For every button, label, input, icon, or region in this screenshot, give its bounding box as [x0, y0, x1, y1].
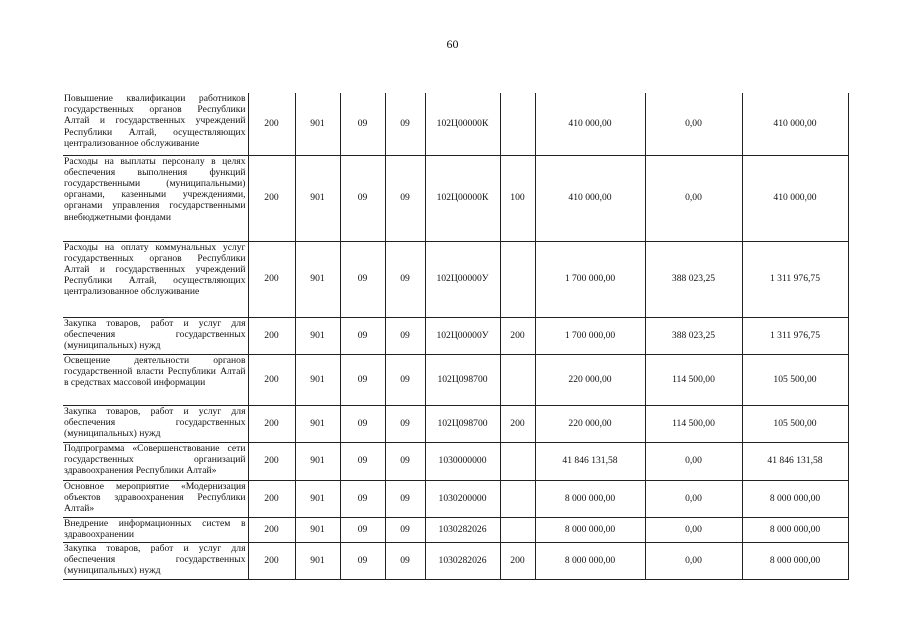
amount-remaining-cell: 105 500,00 [742, 405, 848, 442]
table-row [63, 442, 848, 480]
subsection-cell: 09 [385, 517, 425, 542]
table-row [63, 542, 848, 579]
row-name-cell: Закупка товаров, работ и услуг для обеспечения государственных (муниципальных) нужд [63, 542, 248, 579]
amount-plan-cell: 410 000,00 [535, 93, 645, 155]
amount-remaining-cell: 8 000 000,00 [742, 517, 848, 542]
row-name-cell: Закупка товаров, работ и услуг для обеспечения государственных (муниципальных) нужд [63, 317, 248, 354]
section-cell: 09 [340, 155, 385, 241]
row-name-cell: Расходы на оплату коммунальных услуг государственных органов Республики Алтай и государственных учреждений Республики Алтай, осуществляющих централизованное обслуживание [63, 241, 248, 317]
row-name-cell: Подпрограмма «Совершенствование сети государственных организаций здравоохранения Республики Алтай» [63, 442, 248, 480]
amount-remaining-cell: 105 500,00 [742, 354, 848, 405]
amount-plan-cell: 1 700 000,00 [535, 317, 645, 354]
amount-remaining-cell: 8 000 000,00 [742, 542, 848, 579]
budget-table [63, 93, 849, 580]
ministry-cell: 901 [295, 480, 340, 517]
target-article-cell: 102Ц098700 [425, 405, 500, 442]
subsection-cell: 09 [385, 241, 425, 317]
target-article-cell: 102Ц00000У [425, 317, 500, 354]
page-number: 60 [446, 37, 459, 51]
amount-plan-cell: 220 000,00 [535, 354, 645, 405]
section-cell: 09 [340, 442, 385, 480]
ministry-cell: 901 [295, 542, 340, 579]
code-cell: 200 [248, 542, 295, 579]
amount-remaining-cell: 1 311 976,75 [742, 317, 848, 354]
expense-type-cell: 200 [500, 542, 535, 579]
table-row [63, 93, 848, 155]
code-cell: 200 [248, 354, 295, 405]
subsection-cell: 09 [385, 317, 425, 354]
amount-plan-cell: 41 846 131,58 [535, 442, 645, 480]
target-article-cell: 1030200000 [425, 480, 500, 517]
ministry-cell: 901 [295, 93, 340, 155]
ministry-cell: 901 [295, 442, 340, 480]
section-cell: 09 [340, 354, 385, 405]
amount-executed-cell: 0,00 [645, 480, 742, 517]
code-cell: 200 [248, 93, 295, 155]
section-cell: 09 [340, 317, 385, 354]
amount-executed-cell: 388 023,25 [645, 241, 742, 317]
amount-plan-cell: 410 000,00 [535, 155, 645, 241]
amount-plan-cell: 8 000 000,00 [535, 480, 645, 517]
amount-plan-cell: 8 000 000,00 [535, 517, 645, 542]
section-cell: 09 [340, 480, 385, 517]
amount-remaining-cell: 1 311 976,75 [742, 241, 848, 317]
subsection-cell: 09 [385, 155, 425, 241]
section-cell: 09 [340, 542, 385, 579]
table-row [63, 155, 848, 241]
expense-type-cell: 200 [500, 317, 535, 354]
subsection-cell: 09 [385, 93, 425, 155]
subsection-cell: 09 [385, 354, 425, 405]
amount-executed-cell: 388 023,25 [645, 317, 742, 354]
target-article-cell: 102Ц00000К [425, 155, 500, 241]
expense-type-cell [500, 93, 535, 155]
section-cell: 09 [340, 93, 385, 155]
row-name-cell: Основное мероприятие «Модернизация объектов здравоохранения Республики Алтай» [63, 480, 248, 517]
table-row [63, 405, 848, 442]
table-row [63, 241, 848, 317]
subsection-cell: 09 [385, 405, 425, 442]
ministry-cell: 901 [295, 317, 340, 354]
amount-plan-cell: 1 700 000,00 [535, 241, 645, 317]
amount-plan-cell: 220 000,00 [535, 405, 645, 442]
target-article-cell: 102Ц00000К [425, 93, 500, 155]
row-name-cell: Расходы на выплаты персоналу в целях обеспечения выполнения функций государственными (муниципальными) органами, казенными учреждениями, органами управления государственными внебюджетными фондами [63, 155, 248, 241]
amount-remaining-cell: 8 000 000,00 [742, 480, 848, 517]
section-cell: 09 [340, 405, 385, 442]
target-article-cell: 1030282026 [425, 517, 500, 542]
amount-remaining-cell: 410 000,00 [742, 155, 848, 241]
subsection-cell: 09 [385, 480, 425, 517]
ministry-cell: 901 [295, 155, 340, 241]
amount-remaining-cell: 41 846 131,58 [742, 442, 848, 480]
row-name-cell: Внедрение информационных систем в здравоохранении [63, 517, 248, 542]
subsection-cell: 09 [385, 542, 425, 579]
row-name-cell: Закупка товаров, работ и услуг для обеспечения государственных (муниципальных) нужд [63, 405, 248, 442]
amount-executed-cell: 0,00 [645, 542, 742, 579]
ministry-cell: 901 [295, 241, 340, 317]
amount-executed-cell: 114 500,00 [645, 354, 742, 405]
amount-executed-cell: 0,00 [645, 93, 742, 155]
ministry-cell: 901 [295, 405, 340, 442]
expense-type-cell [500, 354, 535, 405]
ministry-cell: 901 [295, 354, 340, 405]
row-name-cell: Освещение деятельности органов государственной власти Республики Алтай в средствах массовой информации [63, 354, 248, 405]
expense-type-cell: 200 [500, 405, 535, 442]
section-cell: 09 [340, 241, 385, 317]
code-cell: 200 [248, 517, 295, 542]
budget-table-body [63, 93, 848, 579]
amount-remaining-cell: 410 000,00 [742, 93, 848, 155]
code-cell: 200 [248, 241, 295, 317]
amount-plan-cell: 8 000 000,00 [535, 542, 645, 579]
code-cell: 200 [248, 155, 295, 241]
target-article-cell: 1030000000 [425, 442, 500, 480]
target-article-cell: 102Ц098700 [425, 354, 500, 405]
table-row [63, 354, 848, 405]
table-row [63, 517, 848, 542]
row-name-cell: Повышение квалификации работников государственных органов Республики Алтай и государственных учреждений Республики Алтай, осуществляющих централизованное обслуживание [63, 93, 248, 155]
expense-type-cell [500, 241, 535, 317]
code-cell: 200 [248, 480, 295, 517]
amount-executed-cell: 114 500,00 [645, 405, 742, 442]
amount-executed-cell: 0,00 [645, 155, 742, 241]
expense-type-cell [500, 442, 535, 480]
section-cell: 09 [340, 517, 385, 542]
subsection-cell: 09 [385, 442, 425, 480]
amount-executed-cell: 0,00 [645, 517, 742, 542]
code-cell: 200 [248, 405, 295, 442]
table-row [63, 480, 848, 517]
target-article-cell: 1030282026 [425, 542, 500, 579]
amount-executed-cell: 0,00 [645, 442, 742, 480]
expense-type-cell: 100 [500, 155, 535, 241]
code-cell: 200 [248, 317, 295, 354]
ministry-cell: 901 [295, 517, 340, 542]
expense-type-cell [500, 517, 535, 542]
table-row [63, 317, 848, 354]
code-cell: 200 [248, 442, 295, 480]
target-article-cell: 102Ц00000У [425, 241, 500, 317]
expense-type-cell [500, 480, 535, 517]
